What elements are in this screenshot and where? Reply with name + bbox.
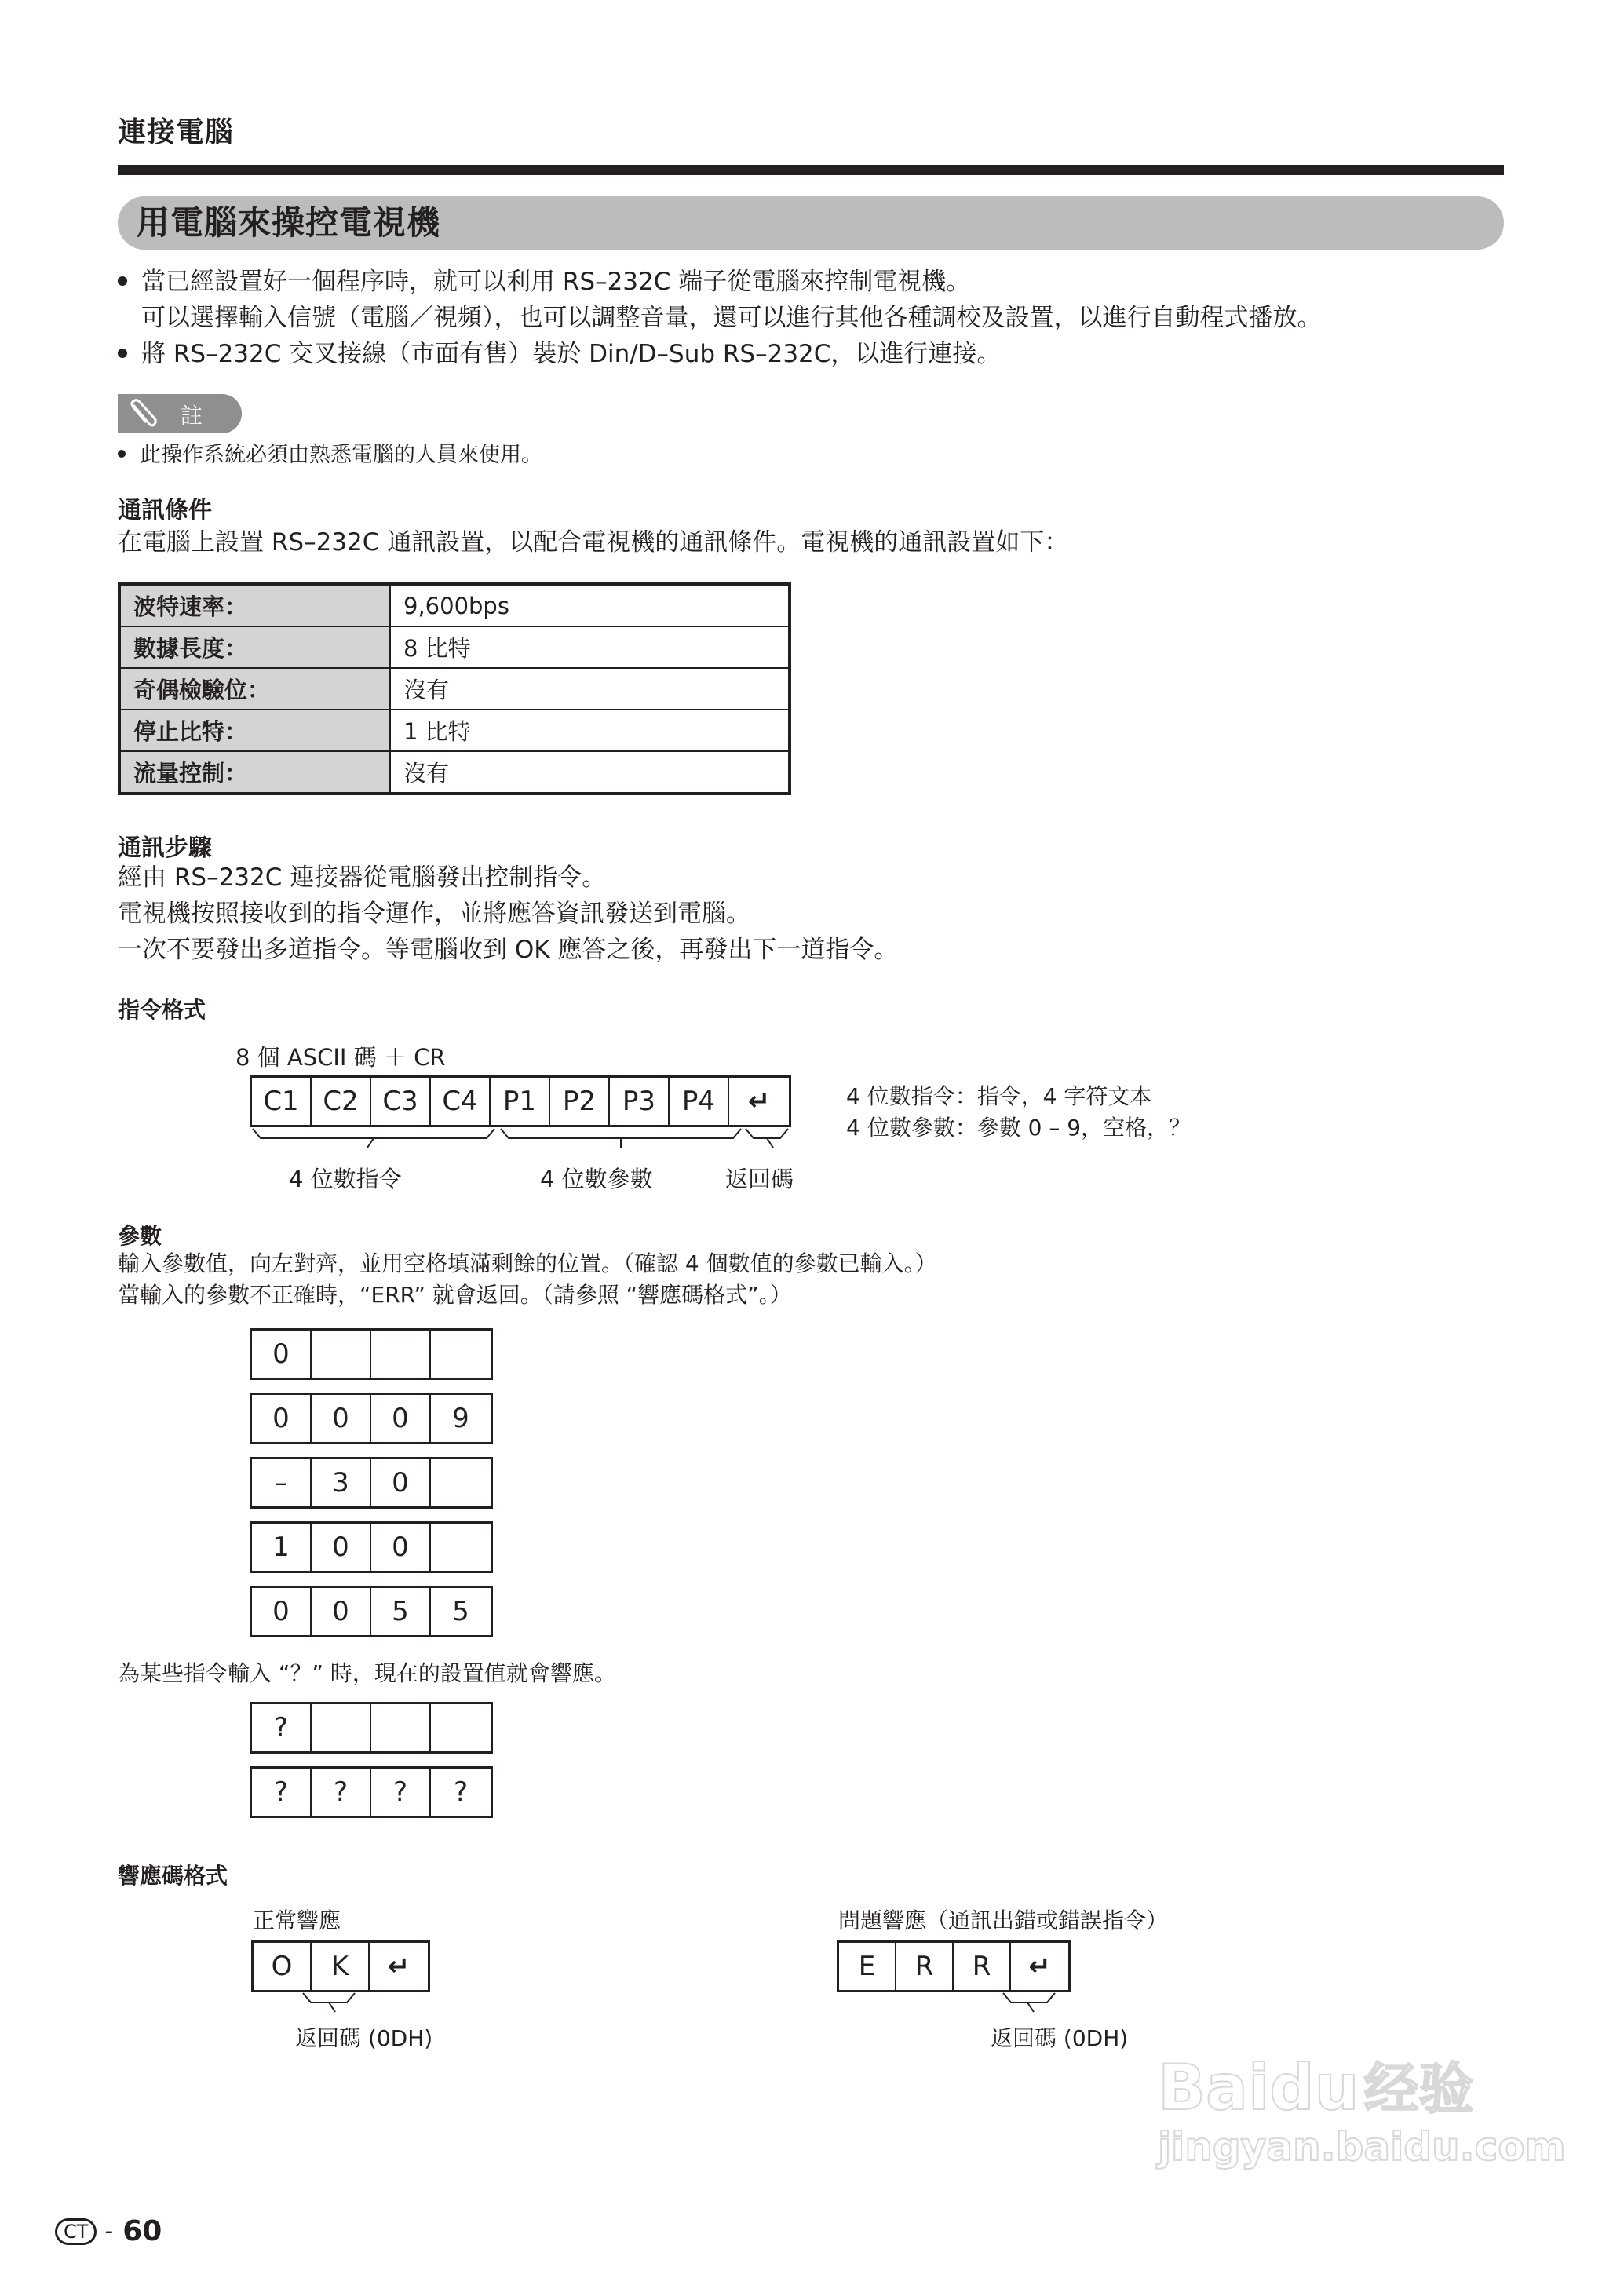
query-text: 為某些指令輸入 “？” 時，現在的設置值就會響應。 <box>118 1660 616 1686</box>
param-example-1: 0 <box>250 1328 493 1380</box>
return-arrow-icon: ↵ <box>747 1086 771 1117</box>
header-rule <box>118 165 1504 175</box>
comm-procedure-text: 經由 RS–232C 連接器從電腦發出控制指令。 電視機按照接收到的指令運作，並將應答資訊發送到電腦。 一次不要發出多道指令。等電腦收到 OK 應答之後，再發出下一道指令。 <box>118 863 899 964</box>
normal-response-label: 正常響應 <box>253 1908 341 1933</box>
comm-conditions-heading: 通訊條件 <box>118 497 212 524</box>
command-cells: C1 C2 C3 C4 P1 P2 P3 P4 ↵ <box>250 1075 791 1127</box>
command-label: 4 位數指令 <box>289 1166 402 1192</box>
section-title: 連接電腦 <box>118 116 235 148</box>
error-return-code-label: 返回碼 (0DH) <box>991 2025 1129 2051</box>
page-title: 用電腦來操控電視機 <box>137 203 441 242</box>
footer-separator: - <box>104 2218 114 2245</box>
paperclip-icon <box>127 399 159 429</box>
table-row: 波特速率： 9,600bps <box>119 584 790 626</box>
command-format-caption: 8 個 ASCII 碼 ＋ CR <box>235 1044 446 1071</box>
param-example-4: 1 0 0 <box>250 1521 493 1573</box>
table-row: 奇偶檢驗位： 沒有 <box>119 668 790 710</box>
param-example-3: – 3 0 <box>250 1457 493 1509</box>
watermark-brand: Baidu <box>1158 2051 1359 2124</box>
page-footer <box>55 2215 162 2247</box>
query-example-2: ? ? ? ? <box>250 1766 493 1818</box>
normal-return-code-label: 返回碼 (0DH) <box>295 2025 433 2051</box>
bullet-icon <box>118 276 127 286</box>
brace-lines <box>250 1127 791 1159</box>
parameters-text: 輸入參數值，向左對齊，並用空格填滿剩餘的位置。（確認 4 個數值的參數已輸入。） 當輸入的參數不正確時，“ERR” 就會返回。（請參照 “響應碼格式”。） <box>118 1250 937 1308</box>
note-badge <box>118 394 242 433</box>
watermark-suffix: 经验 <box>1363 2057 1474 2121</box>
page-number: 60 <box>122 2215 162 2247</box>
intro-bullet-1-cont: 可以選擇輸入信號（電腦／視頻），也可以調整音量，還可以進行其他各種調校及設置，以進行自動程式播放。 <box>141 304 1322 332</box>
intro-bullet-1: 當已經設置好一個程序時，就可以利用 RS–232C 端子從電腦來控制電視機。 <box>118 264 1322 300</box>
table-row: 停止比特： 1 比特 <box>119 710 790 751</box>
brace-lines <box>1002 1991 1072 2023</box>
region-badge: CT <box>55 2218 97 2245</box>
return-code-label: 返回碼 <box>725 1166 794 1192</box>
parameters-heading: 參數 <box>118 1223 162 1249</box>
command-desc-2: 4 位數參數：參數 0 – 9，空格，？ <box>846 1115 1192 1141</box>
table-row: 數據長度： 8 比特 <box>119 626 790 668</box>
table-row: 流量控制： 沒有 <box>119 751 790 794</box>
bullet-icon <box>118 349 127 358</box>
note-item: 此操作系統必須由熟悉電腦的人員來使用。 <box>118 440 542 471</box>
brace-lines <box>301 1991 372 2023</box>
return-arrow-icon: ↵ <box>1028 1951 1051 1982</box>
intro-bullets <box>118 264 1322 372</box>
command-format-heading: 指令格式 <box>118 997 206 1023</box>
comm-settings-table <box>118 582 791 795</box>
watermark-url: jingyan.baidu.com <box>1158 2124 1566 2170</box>
normal-response-cells: O K ↵ <box>251 1940 430 1992</box>
query-example-1: ? <box>250 1702 493 1754</box>
note-label: 註 <box>181 403 203 429</box>
response-format-heading: 響應碼格式 <box>118 1863 228 1889</box>
page-title-banner <box>118 196 1504 250</box>
return-arrow-icon: ↵ <box>387 1951 411 1982</box>
intro-bullet-2: 將 RS–232C 交叉接線（市面有售）裝於 Din/D–Sub RS–232C，以進行連接。 <box>118 336 1322 372</box>
comm-procedure-heading: 通訊步驟 <box>118 834 212 862</box>
parameter-label: 4 位數參數 <box>540 1166 653 1192</box>
command-desc-1: 4 位數指令：指令，4 字符文本 <box>846 1083 1152 1109</box>
comm-conditions-desc: 在電腦上設置 RS–232C 通訊設置，以配合電視機的通訊條件。電視機的通訊設置如下： <box>118 528 1069 557</box>
error-response-label: 問題響應（通訊出錯或錯誤指令） <box>838 1908 1169 1933</box>
param-example-2: 0 0 0 9 <box>250 1393 493 1444</box>
param-example-5: 0 0 5 5 <box>250 1586 493 1637</box>
error-response-cells: E R R ↵ <box>837 1940 1071 1992</box>
bullet-icon <box>118 450 126 458</box>
baidu-watermark <box>1158 2045 1566 2170</box>
